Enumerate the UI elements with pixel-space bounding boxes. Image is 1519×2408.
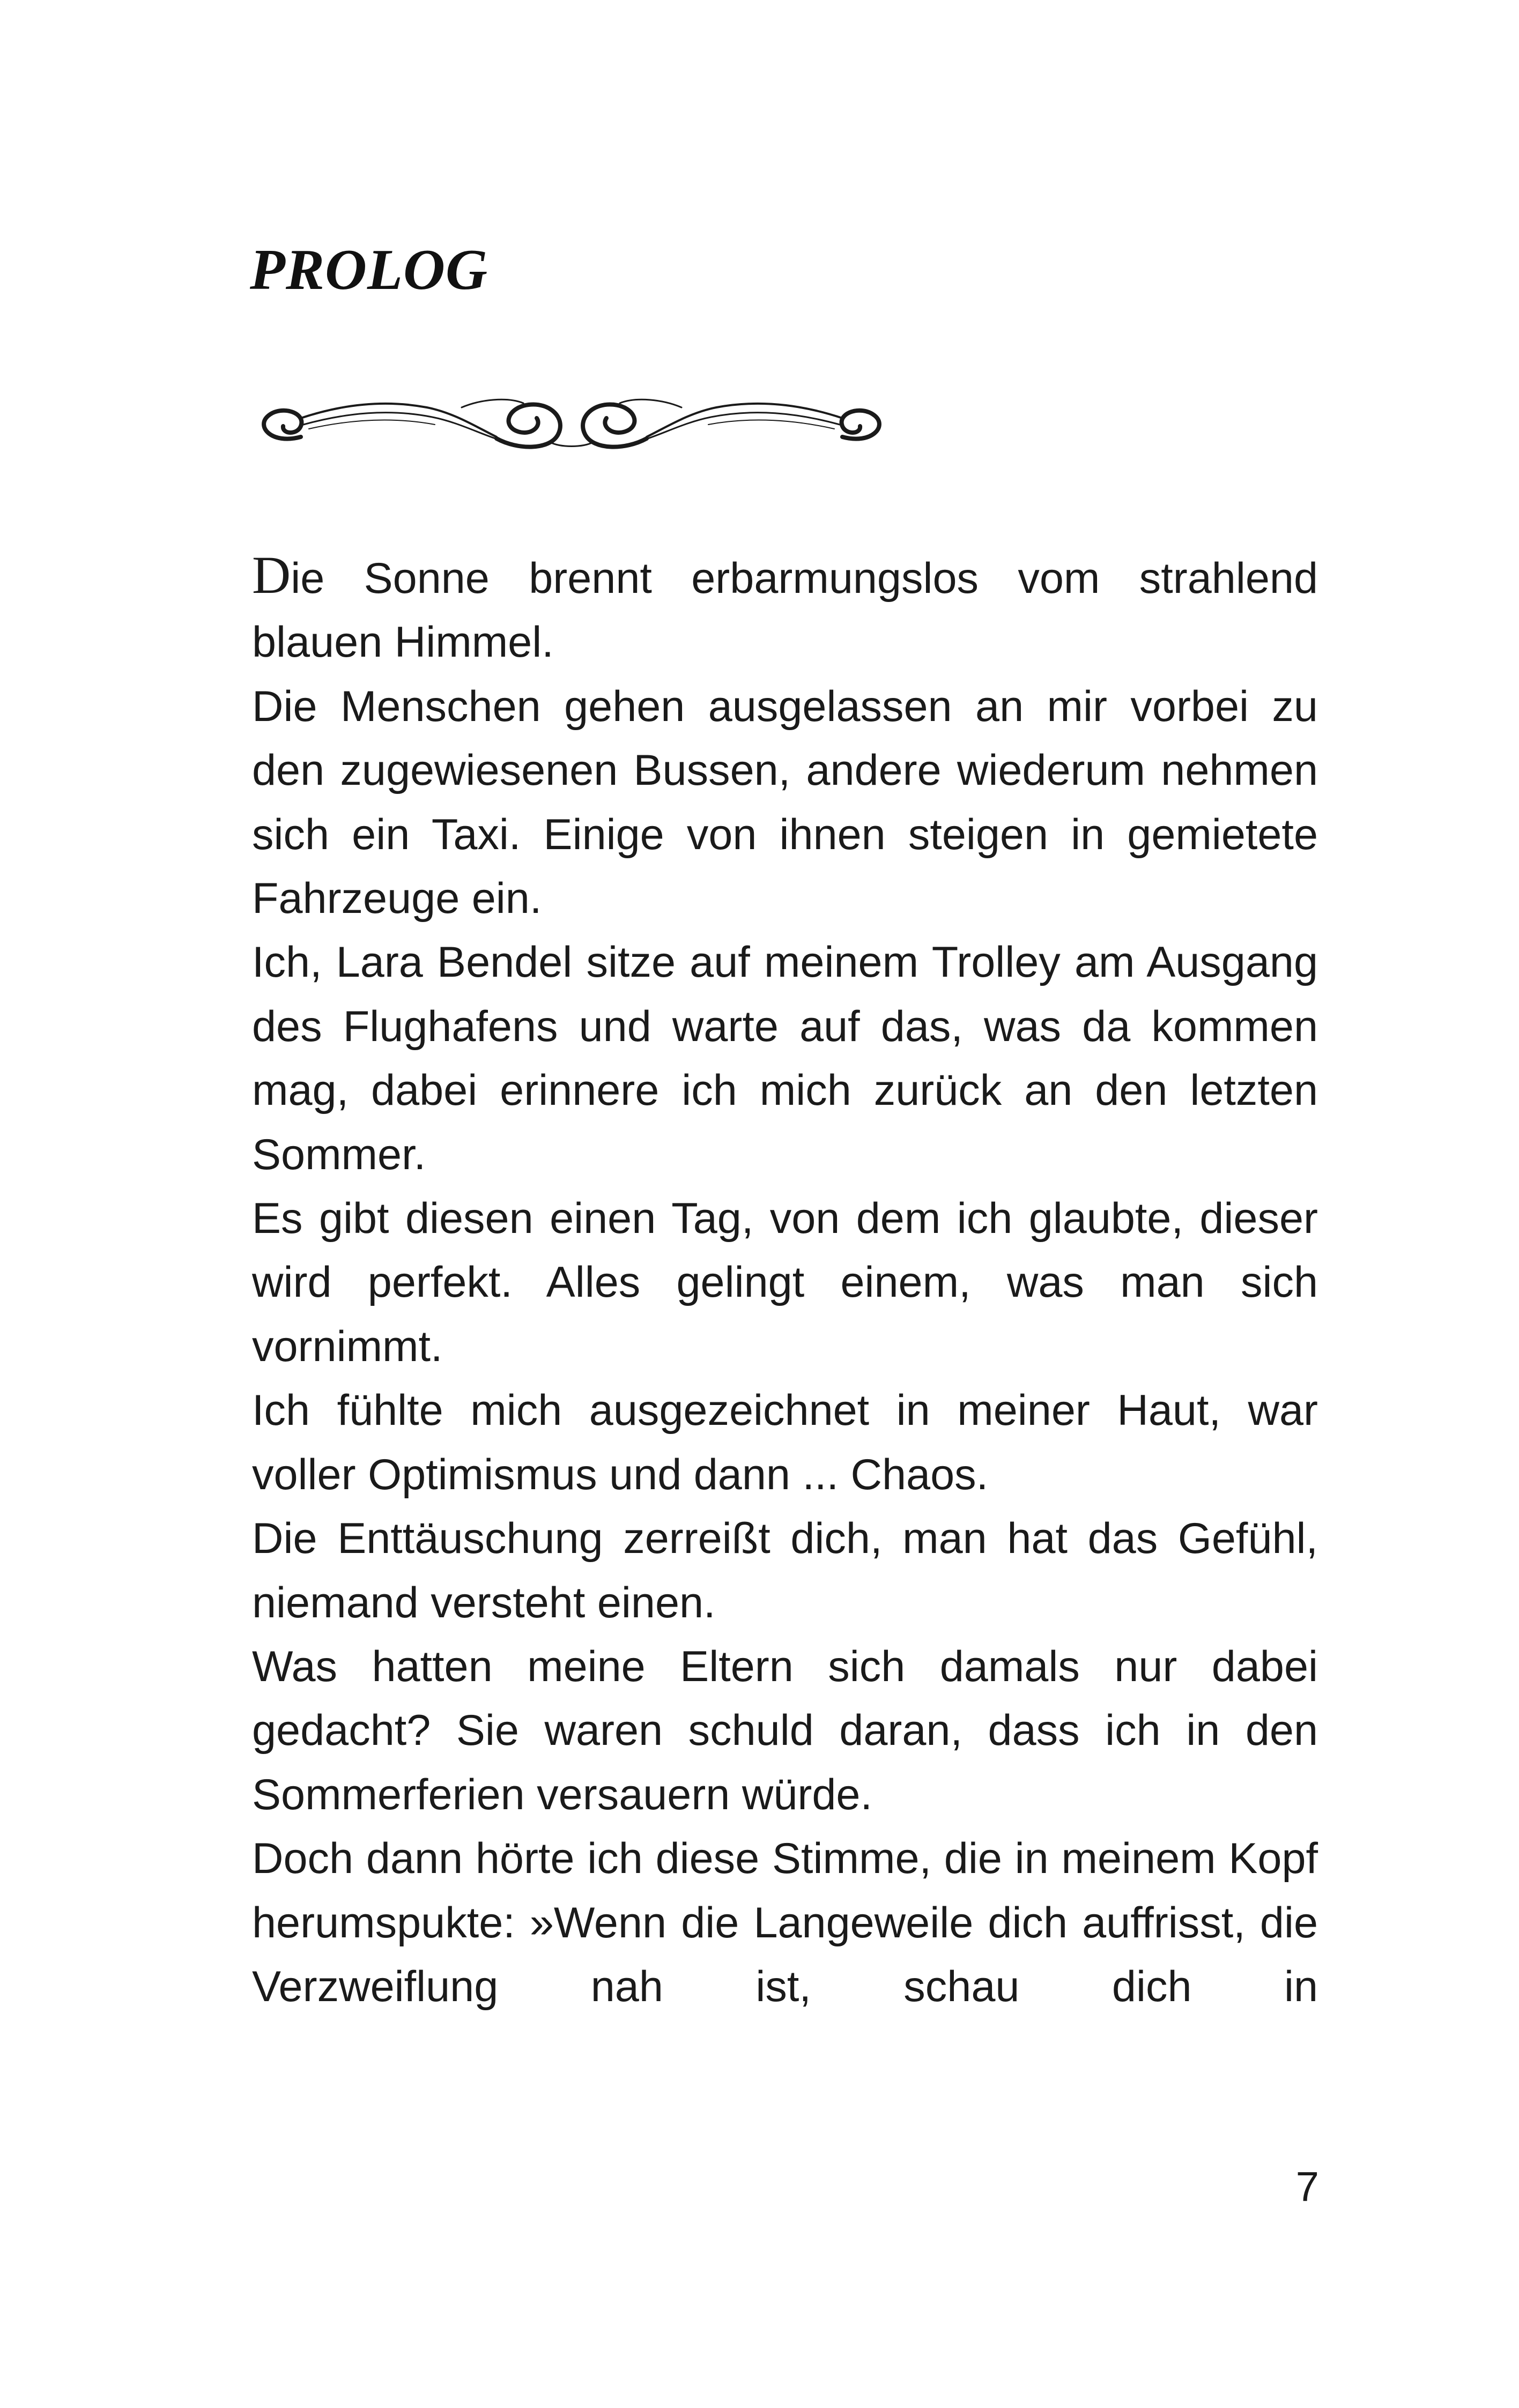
body-text — [252, 547, 1318, 2019]
dropcap: D — [252, 545, 291, 605]
paragraph-text: ie Sonne brennt erbarmungslos vom strahlend blauen Himmel. — [252, 554, 1318, 667]
paragraph: Ich fühlte mich ausgezeichnet in meiner Haut, war voller Optimismus und dann ... Chaos. — [252, 1386, 1318, 1499]
page-number: 7 — [1295, 2163, 1319, 2210]
paragraph: Doch dann hörte ich diese Stimme, die in meinem Kopf herumspukte: »Wenn die Langeweile dich auffrisst, die Verzweiflung nah ist, schau dich in — [252, 1834, 1318, 2011]
paragraph: Die Menschen gehen ausgelassen an mir vorbei zu den zugewiesenen Bussen, andere wiederum nehmen sich ein Taxi. Einige von ihnen steigen in gemietete Fahrzeuge ein. — [252, 682, 1318, 923]
scroll-flourish-icon — [250, 375, 893, 466]
chapter-title: PROLOG — [250, 238, 488, 302]
paragraph — [252, 547, 1318, 675]
paragraph: Was hatten meine Eltern sich damals nur dabei gedacht? Sie waren schuld daran, dass ich in den Sommerferien versauern würde. — [252, 1642, 1318, 1819]
paragraph: Es gibt diesen einen Tag, von dem ich glaubte, dieser wird perfekt. Alles gelingt einem, was man sich vornimmt. — [252, 1194, 1318, 1371]
paragraph: Die Enttäuschung zerreißt dich, man hat das Gefühl, niemand versteht einen. — [252, 1514, 1318, 1627]
paragraph: Ich, Lara Bendel sitze auf meinem Trolley am Ausgang des Flughafens und warte auf das, was da kommen mag, dabei erinnere ich mich zurück an den letzten Sommer. — [252, 938, 1318, 1179]
